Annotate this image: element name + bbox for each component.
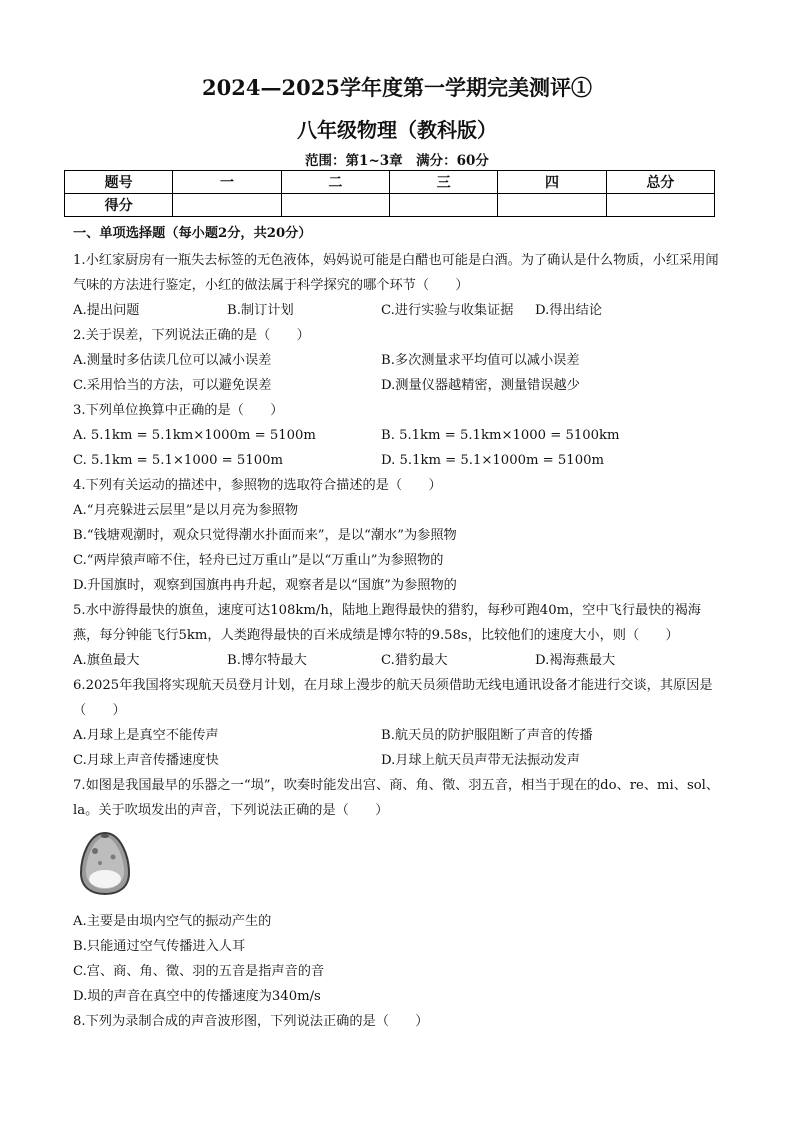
exam-title: 2024—2025学年度第一学期完美测评① — [202, 75, 592, 100]
option-d: D. 5.1km = 5.1×1000m = 5100m — [381, 453, 604, 468]
option-b: B.博尔特最大 — [227, 653, 307, 668]
score-header-cell: 三 — [389, 171, 497, 194]
option-c: C.进行实验与收集证据 — [381, 303, 514, 318]
question-6-options-row-2 — [73, 748, 723, 773]
option-d: D.得出结论 — [535, 303, 603, 318]
option-a: A. 5.1km = 5.1km×1000m = 5100m — [73, 428, 316, 443]
score-header-cell: 一 — [173, 171, 281, 194]
option-c: C. 5.1km = 5.1×1000 = 5100m — [73, 453, 283, 468]
score-cell — [281, 194, 389, 217]
question-4-stem: 4.下列有关运动的描述中，参照物的选取符合描述的是（ ） — [73, 478, 442, 493]
option-b: B.“钱塘观潮时，观众只觉得潮水扑面而来”，是以“潮水”为参照物 — [73, 528, 457, 543]
question-3-stem: 3.下列单位换算中正确的是（ ） — [73, 403, 284, 418]
option-a: A.“月亮躲进云层里”是以月亮为参照物 — [73, 503, 299, 518]
score-cell — [389, 194, 497, 217]
option-c: C.宫、商、角、徵、羽的五音是指声音的音 — [73, 964, 325, 979]
option-a: A.旗鱼最大 — [73, 653, 140, 668]
score-table — [64, 170, 715, 217]
xun-instrument-figure — [75, 829, 135, 897]
question-2-stem: 2.关于误差，下列说法正确的是（ ） — [73, 328, 310, 343]
question-8-stem: 8.下列为录制合成的声音波形图，下列说法正确的是（ ） — [73, 1014, 429, 1029]
score-table-score-row — [65, 194, 715, 217]
option-b: B.制订计划 — [227, 303, 294, 318]
question-content — [73, 223, 723, 1034]
option-b: B.多次测量求平均值可以减小误差 — [381, 353, 580, 368]
section-heading: 一、单项选择题（每小题2分，共20分） — [73, 226, 312, 241]
question-6-stem: 6.2025年我国将实现航天员登月计划，在月球上漫步的航天员须借助无线电通讯设备才能进行交谈，其原因是（ ） — [73, 678, 713, 718]
question-1-stem: 1.小红家厨房有一瓶失去标签的无色液体，妈妈说可能是白醋也可能是白酒。为了确认是什么物质，小红采用闻气味的方法进行鉴定，小红的做法属于科学探究的哪个环节（ ） — [73, 253, 719, 293]
option-c: C.猎豹最大 — [381, 653, 448, 668]
score-row-label: 得分 — [65, 194, 173, 217]
option-b: B.航天员的防护服阻断了声音的传播 — [381, 728, 593, 743]
option-d: D.月球上航天员声带无法振动发声 — [381, 753, 580, 768]
question-2-options-row-2 — [73, 373, 723, 398]
question-3-options-row-2 — [73, 448, 723, 473]
score-cell — [606, 194, 714, 217]
question-1-options — [73, 298, 723, 323]
option-d: D.褐海燕最大 — [535, 653, 616, 668]
exam-scope: 范围：第1~3章 满分：60分 — [305, 153, 489, 169]
score-header-cell: 四 — [498, 171, 606, 194]
option-a: A.主要是由埙内空气的振动产生的 — [73, 914, 272, 929]
option-c: C.采用恰当的方法，可以避免误差 — [73, 378, 272, 393]
score-cell — [173, 194, 281, 217]
question-7-stem: 7.如图是我国最早的乐器之一“埙”，吹奏时能发出宫、商、角、徵、羽五音，相当于现在的do、re、mi、sol、la。关于吹埙发出的声音，下列说法正确的是（ ） — [73, 778, 720, 818]
question-6-options-row-1 — [73, 723, 723, 748]
score-header-cell: 二 — [281, 171, 389, 194]
question-5-stem: 5.水中游得最快的旗鱼，速度可达108km/h，陆地上跑得最快的猎豹，每秒可跑40m，空中飞行最快的褐海燕，每分钟能飞行5km，人类跑得最快的百米成绩是博尔特的9.58s，比较他们的速度大小，则（ ） — [73, 603, 701, 643]
score-cell — [498, 194, 606, 217]
option-d: D.埙的声音在真空中的传播速度为340m/s — [73, 989, 321, 1004]
question-2-options-row-1 — [73, 348, 723, 373]
option-a: A.提出问题 — [73, 303, 140, 318]
option-c: C.“两岸猿声啼不住，轻舟已过万重山”是以“万重山”为参照物的 — [73, 553, 444, 568]
score-header-cell: 总分 — [606, 171, 714, 194]
option-d: D.升国旗时，观察到国旗冉冉升起，观察者是以“国旗”为参照物的 — [73, 578, 457, 593]
score-table-header-row — [65, 171, 715, 194]
option-b: B.只能通过空气传播进入人耳 — [73, 939, 246, 954]
option-a: A.测量时多估读几位可以减小误差 — [73, 353, 272, 368]
question-3-options-row-1 — [73, 423, 723, 448]
option-d: D.测量仪器越精密，测量错误越少 — [381, 378, 580, 393]
question-5-options — [73, 648, 723, 673]
option-c: C.月球上声音传播速度快 — [73, 753, 219, 768]
option-a: A.月球上是真空不能传声 — [73, 728, 219, 743]
option-b: B. 5.1km = 5.1km×1000 = 5100km — [381, 428, 620, 443]
exam-subtitle: 八年级物理（教科版） — [297, 118, 497, 142]
score-header-cell: 题号 — [65, 171, 173, 194]
